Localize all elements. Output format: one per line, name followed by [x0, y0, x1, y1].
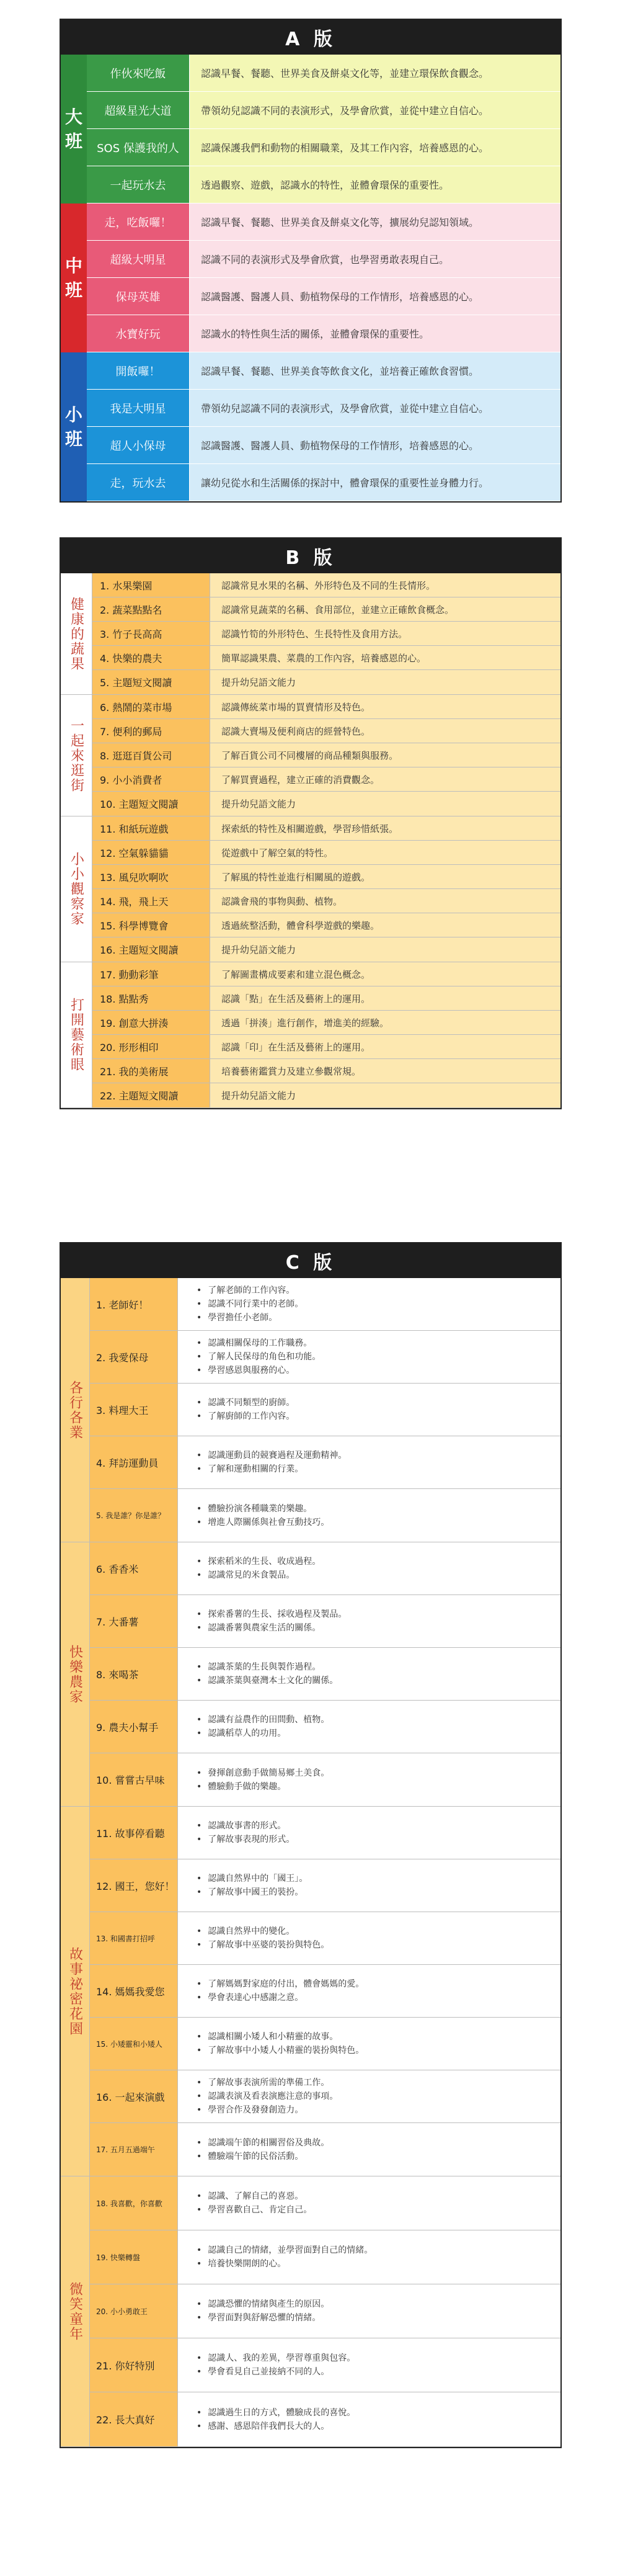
unit-label-text: 快樂農家	[67, 1644, 83, 1704]
bullet-item: • 了解老師的工作內容。	[197, 1284, 294, 1297]
bullet-item: • 認識茶葉與臺灣本土文化的關係。	[197, 1674, 338, 1688]
lesson-name: 5. 我是誰？你是誰？	[90, 1489, 178, 1542]
lesson-name: 8. 逛逛百貨公司	[92, 743, 210, 767]
lesson-description: 認識傳統菜市場的買賣情形及特色。	[210, 695, 560, 718]
lesson-row	[90, 1648, 560, 1701]
bullet-item: • 認識人、我的差異，學習尊重與包容。	[197, 2351, 355, 2365]
table-a	[60, 19, 562, 503]
lesson-name: 14. 媽媽我愛您	[90, 1965, 178, 2017]
bullet-item: • 學習喜歡自己、肯定自己。	[197, 2203, 312, 2217]
lesson-name: 16. 一起來演戲	[90, 2070, 178, 2122]
unit-label	[61, 962, 92, 1107]
class-label-char: 大	[64, 106, 82, 127]
lesson-description: 簡單認識果農、菜農的工作內容，培養感恩的心。	[210, 646, 560, 669]
lesson-name: 1. 水果樂園	[92, 573, 210, 597]
bullet-item: • 體驗端午節的民俗活動。	[197, 2150, 303, 2163]
theme-description: 認識早餐、餐聽、世界美食等飲食文化，並培養正確飲食習慣。	[190, 352, 560, 389]
theme-row	[87, 464, 560, 501]
lesson-bullets	[178, 1965, 560, 2017]
theme-name: 我是大明星	[87, 390, 190, 426]
class-label-char: 班	[64, 131, 82, 151]
theme-name: 作伙來吃飯	[87, 55, 190, 91]
lesson-row	[92, 841, 560, 865]
lesson-name: 9. 農夫小幫手	[90, 1701, 178, 1753]
class-label	[61, 55, 87, 203]
bullet-item: • 了解和運動相關的行業。	[197, 1462, 303, 1476]
table-c	[60, 1242, 562, 2448]
theme-name: 超人小保母	[87, 427, 190, 463]
lesson-description: 提升幼兒語文能力	[210, 670, 560, 694]
lesson-row	[90, 1595, 560, 1648]
lesson-description: 了解圖畫構成要素和建立混色概念。	[210, 962, 560, 986]
lesson-row	[92, 962, 560, 986]
theme-name: 開飯囉！	[87, 352, 190, 389]
bullet-item: • 認識自己的情緒，並學習面對自己的情緒。	[197, 2243, 373, 2257]
bullet-item: • 認識表演及看表演應注意的事項。	[197, 2090, 338, 2103]
unit-label-text: 小小觀察家	[68, 852, 84, 926]
lesson-name: 6. 熱鬧的菜市場	[92, 695, 210, 718]
lesson-row	[92, 573, 560, 597]
lesson-bullets	[178, 2284, 560, 2338]
theme-name: 超級大明星	[87, 241, 190, 277]
unit-label	[61, 2176, 90, 2446]
lesson-row	[90, 1489, 560, 1542]
theme-description: 認識保護我們和動物的相關職業，及其工作內容，培養感恩的心。	[190, 129, 560, 166]
lesson-bullets	[178, 1436, 560, 1488]
lesson-bullets	[178, 1701, 560, 1753]
bullet-item: • 學會看見自己並接納不同的人。	[197, 2365, 329, 2379]
lesson-row	[90, 2338, 560, 2392]
lesson-name: 5. 主題短文閱讀	[92, 670, 210, 694]
theme-name: SOS 保護我的人	[87, 129, 190, 166]
unit-group	[61, 962, 560, 1108]
theme-row	[87, 55, 560, 92]
theme-description: 帶領幼兒認識不同的表演形式，及學會欣賞，並從中建立自信心。	[190, 92, 560, 128]
lesson-row	[90, 1753, 560, 1806]
lesson-row	[92, 1035, 560, 1059]
bullet-item: • 探索稻米的生長、收成過程。	[197, 1555, 321, 1568]
bullet-item: • 體驗扮演各種職業的樂趣。	[197, 1502, 312, 1516]
lesson-name: 11. 故事停看聽	[90, 1807, 178, 1859]
lesson-name: 21. 你好特別	[90, 2338, 178, 2392]
bullet-item: • 了解人民保母的角色和功能。	[197, 1350, 321, 1364]
lesson-name: 7. 便利的郵局	[92, 719, 210, 743]
lesson-bullets	[178, 1807, 560, 1859]
lesson-description: 透過「拼湊」進行創作，增進美的經驗。	[210, 1011, 560, 1034]
lesson-row	[92, 865, 560, 889]
table-b-title: B 版	[61, 539, 560, 573]
bullet-item: • 了解廚師的工作內容。	[197, 1410, 294, 1423]
lesson-bullets	[178, 1912, 560, 1964]
lesson-row	[90, 1542, 560, 1595]
lesson-name: 12. 國王，您好！	[90, 1859, 178, 1912]
lesson-name: 21. 我的美術展	[92, 1059, 210, 1083]
lesson-name: 3. 料理大王	[90, 1384, 178, 1436]
bullet-item: • 學習面對與舒解恐懼的情緒。	[197, 2311, 321, 2325]
bullet-item: • 認識不同行業中的老師。	[197, 1297, 303, 1311]
bullet-item: • 了解故事中國王的裝扮。	[197, 1885, 303, 1899]
lesson-description: 從遊戲中了解空氣的特性。	[210, 841, 560, 864]
lesson-name: 22. 長大真好	[90, 2392, 178, 2446]
theme-row	[87, 278, 560, 315]
lesson-name: 17. 動動彩筆	[92, 962, 210, 986]
lesson-row	[90, 2018, 560, 2070]
lesson-name: 13. 風兒吹啊吹	[92, 865, 210, 888]
theme-name: 超級星光大道	[87, 92, 190, 128]
lesson-bullets	[178, 1384, 560, 1436]
bullet-item: • 了解故事表現的形式。	[197, 1833, 294, 1846]
theme-row	[87, 352, 560, 390]
bullet-item: • 認識番薯與農家生活的關係。	[197, 1621, 321, 1635]
theme-row	[87, 390, 560, 427]
lesson-bullets	[178, 2338, 560, 2392]
lesson-row	[92, 913, 560, 937]
lesson-description: 了解買賣過程，建立正確的消費觀念。	[210, 767, 560, 791]
lesson-row	[90, 1384, 560, 1436]
unit-label	[61, 1542, 90, 1806]
bullet-item: • 了解媽媽對家庭的付出，體會媽媽的愛。	[197, 1977, 364, 1991]
lesson-row	[90, 2230, 560, 2284]
lesson-name: 20. 形形相印	[92, 1035, 210, 1058]
lesson-row	[92, 646, 560, 670]
lesson-bullets	[178, 2018, 560, 2070]
lesson-name: 4. 拜訪運動員	[90, 1436, 178, 1488]
bullet-item: • 了解故事中巫婆的裝扮與特色。	[197, 1938, 329, 1952]
unit-group	[61, 1542, 560, 1807]
lesson-row	[92, 670, 560, 694]
unit-group	[61, 816, 560, 962]
lesson-description: 了解風的特性並進行相關風的遊戲。	[210, 865, 560, 888]
bullet-item: • 了解故事表演所需的準備工作。	[197, 2076, 329, 2090]
bullet-item: • 探索番薯的生長、採收過程及製品。	[197, 1608, 347, 1621]
unit-label	[61, 816, 92, 962]
class-items	[87, 55, 560, 203]
table-b	[60, 537, 562, 1109]
lesson-row	[92, 1083, 560, 1107]
bullet-item: • 發揮創意動手做簡易鄉土美食。	[197, 1766, 329, 1780]
unit-label	[61, 1807, 90, 2176]
lesson-bullets	[178, 1859, 560, 1912]
lesson-description: 提升幼兒語文能力	[210, 937, 560, 962]
unit-items	[92, 816, 560, 962]
unit-label-text: 微笑童年	[67, 2281, 83, 2341]
lesson-name: 3. 竹子長高高	[92, 622, 210, 645]
lesson-name: 10. 嘗嘗古早味	[90, 1753, 178, 1806]
bullet-item: • 認識、了解自己的喜惡。	[197, 2189, 303, 2203]
theme-description: 認識水的特性與生活的關係，並體會環保的重要性。	[190, 315, 560, 352]
unit-label	[61, 1278, 90, 1542]
lesson-description: 透過統整活動，體會科學遊戲的樂趣。	[210, 913, 560, 937]
bullet-item: • 認識自然界中的「國王」。	[197, 1872, 308, 1885]
theme-description: 認識早餐、餐聽、世界美食及餅桌文化等，並建立環保飲食觀念。	[190, 55, 560, 91]
lesson-name: 12. 空氣躲貓貓	[92, 841, 210, 864]
lesson-name: 19. 快樂轉盤	[90, 2230, 178, 2284]
lesson-name: 1. 老師好！	[90, 1278, 178, 1330]
class-items	[87, 352, 560, 501]
bullet-item: • 認識不同類型的廚師。	[197, 1396, 294, 1410]
unit-label	[61, 695, 92, 816]
lesson-row	[92, 743, 560, 767]
lesson-description: 探索紙的特性及相關遊戲，學習珍惜紙張。	[210, 816, 560, 840]
bullet-item: • 學會表達心中感謝之意。	[197, 1991, 303, 2005]
lesson-bullets	[178, 2070, 560, 2122]
lesson-bullets	[178, 2123, 560, 2176]
lesson-row	[92, 767, 560, 792]
unit-group	[61, 1278, 560, 1542]
unit-items	[90, 1278, 560, 1542]
lesson-row	[92, 816, 560, 841]
lesson-bullets	[178, 1278, 560, 1330]
lesson-name: 15. 科學博覽會	[92, 913, 210, 937]
bullet-item: • 學習擔任小老師。	[197, 1311, 277, 1325]
lesson-name: 2. 我愛保母	[90, 1331, 178, 1383]
lesson-row	[90, 1807, 560, 1859]
bullet-item: • 認識有益農作的田間動、植物。	[197, 1713, 329, 1727]
lesson-name: 17. 五月五過端午	[90, 2123, 178, 2176]
lesson-row	[92, 986, 560, 1011]
lesson-description: 認識竹筍的外形特色、生長特性及食用方法。	[210, 622, 560, 645]
bullet-item: • 學習感恩與服務的心。	[197, 1364, 294, 1377]
class-label-char: 小	[64, 404, 82, 425]
bullet-item: • 認識端午節的相關習俗及典故。	[197, 2136, 329, 2150]
unit-items	[92, 695, 560, 816]
class-group	[61, 55, 560, 203]
lesson-row	[90, 1701, 560, 1753]
lesson-name: 14. 飛，飛上天	[92, 889, 210, 913]
unit-label-text: 一起來逛街	[68, 718, 84, 793]
unit-label-text: 打開藝術眼	[68, 998, 84, 1072]
lesson-name: 9. 小小消費者	[92, 767, 210, 791]
bullet-item: • 了解故事中小矮人小精靈的裝扮與特色。	[197, 2044, 364, 2057]
lesson-bullets	[178, 1542, 560, 1594]
theme-description: 透過觀察、遊戲，認識水的特性，並體會環保的重要性。	[190, 166, 560, 203]
lesson-description: 提升幼兒語文能力	[210, 1083, 560, 1107]
theme-name: 水寶好玩	[87, 315, 190, 352]
bullet-item: • 增進人際關係與社會互動技巧。	[197, 1516, 329, 1529]
lesson-row	[90, 2123, 560, 2176]
lesson-description: 認識常見蔬菜的名稱、食用部位，並建立正確飲食概念。	[210, 597, 560, 621]
unit-label-text: 故事祕密花園	[67, 1946, 83, 2036]
lesson-row	[90, 1859, 560, 1912]
lesson-name: 2. 蔬菜點點名	[92, 597, 210, 621]
bullet-item: • 認識運動員的競賽過程及運動精神。	[197, 1449, 347, 1462]
lesson-name: 13. 和國書打招呼	[90, 1912, 178, 1964]
class-label	[61, 203, 87, 352]
lesson-row	[92, 695, 560, 719]
lesson-description: 認識「點」在生活及藝術上的運用。	[210, 986, 560, 1010]
class-label	[61, 352, 87, 501]
bullet-item: • 培養快樂開朗的心。	[197, 2257, 286, 2271]
unit-label-text: 各行各業	[67, 1380, 83, 1440]
lesson-name: 20. 小小勇敢王	[90, 2284, 178, 2338]
lesson-name: 6. 香香米	[90, 1542, 178, 1594]
lesson-name: 4. 快樂的農夫	[92, 646, 210, 669]
lesson-row	[92, 937, 560, 962]
lesson-row	[92, 597, 560, 622]
class-group	[61, 203, 560, 352]
theme-row	[87, 315, 560, 352]
class-label-char: 班	[64, 280, 82, 300]
lesson-row	[90, 2070, 560, 2123]
bullet-item: • 認識稻草人的功用。	[197, 1727, 286, 1740]
lesson-name: 7. 大番薯	[90, 1595, 178, 1647]
lesson-row	[92, 792, 560, 816]
lesson-row	[90, 1912, 560, 1965]
theme-description: 認識醫護、醫護人員、動植物保母的工作情形，培養感恩的心。	[190, 427, 560, 463]
lesson-bullets	[178, 2176, 560, 2230]
theme-row	[87, 129, 560, 166]
lesson-name: 8. 來喝茶	[90, 1648, 178, 1700]
lesson-row	[90, 1331, 560, 1384]
lesson-name: 22. 主題短文閱讀	[92, 1083, 210, 1107]
lesson-name: 15. 小矮靈和小矮人	[90, 2018, 178, 2070]
table-a-title: A 版	[61, 20, 560, 55]
theme-row	[87, 203, 560, 241]
lesson-row	[90, 1965, 560, 2018]
lesson-row	[92, 889, 560, 913]
theme-description: 帶領幼兒認識不同的表演形式，及學會欣賞，並從中建立自信心。	[190, 390, 560, 426]
unit-label-text: 健康的蔬果	[68, 596, 84, 671]
lesson-description: 提升幼兒語文能力	[210, 792, 560, 816]
lesson-name: 10. 主題短文閱讀	[92, 792, 210, 816]
lesson-row	[90, 1278, 560, 1331]
theme-description: 認識醫護、醫護人員、動植物保母的工作情形，培養感恩的心。	[190, 278, 560, 315]
lesson-row	[92, 719, 560, 743]
bullet-item: • 認識相關小矮人和小精靈的故事。	[197, 2030, 338, 2044]
unit-label	[61, 573, 92, 694]
theme-description: 讓幼兒從水和生活關係的探討中，體會環保的重要性並身體力行。	[190, 464, 560, 501]
theme-name: 走，吃飯囉！	[87, 203, 190, 240]
unit-items	[90, 2176, 560, 2446]
table-c-title: C 版	[61, 1243, 560, 1278]
class-items	[87, 203, 560, 352]
lesson-bullets	[178, 1595, 560, 1647]
lesson-bullets	[178, 2230, 560, 2284]
theme-name: 一起玩水去	[87, 166, 190, 203]
unit-group	[61, 2176, 560, 2447]
bullet-item: • 學習合作及發發創造力。	[197, 2103, 303, 2117]
lesson-description: 認識會飛的事物與動、植物。	[210, 889, 560, 913]
bullet-item: • 認識恐懼的情緒與產生的原因。	[197, 2297, 329, 2311]
class-label-char: 中	[64, 255, 82, 276]
bullet-item: • 認識自然界中的變化。	[197, 1925, 294, 1938]
theme-description: 認識早餐、餐聽、世界美食及餅桌文化等，擴展幼兒認知領域。	[190, 203, 560, 240]
lesson-row	[90, 2284, 560, 2338]
lesson-name: 16. 主題短文閱讀	[92, 937, 210, 962]
lesson-bullets	[178, 1648, 560, 1700]
lesson-row	[92, 1059, 560, 1083]
bullet-item: • 認識故事書的形式。	[197, 1819, 286, 1833]
bullet-item: • 認識常見的米食製品。	[197, 1568, 294, 1582]
theme-name: 保母英雄	[87, 278, 190, 315]
bullet-item: • 認識相關保母的工作職務。	[197, 1336, 312, 1350]
lesson-row	[90, 1436, 560, 1489]
unit-group	[61, 695, 560, 816]
lesson-bullets	[178, 1331, 560, 1383]
lesson-row	[90, 2176, 560, 2230]
lesson-bullets	[178, 2392, 560, 2446]
bullet-item: • 認識過生日的方式，體驗成長的喜悅。	[197, 2406, 355, 2420]
lesson-row	[90, 2392, 560, 2446]
lesson-row	[92, 622, 560, 646]
lesson-description: 認識常見水果的名稱、外形特色及不同的生長情形。	[210, 573, 560, 597]
lesson-name: 11. 和紙玩遊戲	[92, 816, 210, 840]
class-label-char: 班	[64, 429, 82, 449]
lesson-name: 19. 創意大拼湊	[92, 1011, 210, 1034]
bullet-item: • 體驗動手做的樂趣。	[197, 1780, 286, 1794]
theme-row	[87, 427, 560, 464]
unit-items	[90, 1807, 560, 2176]
lesson-name: 18. 點點秀	[92, 986, 210, 1010]
bullet-item: • 認識茶葉的生長與製作過程。	[197, 1660, 321, 1674]
lesson-description: 培養藝術鑑賞力及建立參觀常規。	[210, 1059, 560, 1083]
theme-name: 走，玩水去	[87, 464, 190, 501]
unit-group	[61, 573, 560, 695]
unit-group	[61, 1807, 560, 2176]
bullet-item: • 感謝、感恩陪伴我們長大的人。	[197, 2420, 329, 2433]
theme-row	[87, 92, 560, 129]
lesson-description: 了解百貨公司不同樓層的商品種類與服務。	[210, 743, 560, 767]
lesson-description: 認識大賣場及便利商店的經營特色。	[210, 719, 560, 743]
class-group	[61, 352, 560, 501]
unit-items	[90, 1542, 560, 1806]
lesson-name: 18. 我喜歡，你喜歡	[90, 2176, 178, 2230]
lesson-bullets	[178, 1489, 560, 1542]
theme-row	[87, 241, 560, 278]
theme-description: 認識不同的表演形式及學會欣賞，也學習勇敢表現自己。	[190, 241, 560, 277]
unit-items	[92, 962, 560, 1107]
lesson-bullets	[178, 1753, 560, 1806]
lesson-row	[92, 1011, 560, 1035]
lesson-description: 認識「印」在生活及藝術上的運用。	[210, 1035, 560, 1058]
unit-items	[92, 573, 560, 694]
theme-row	[87, 166, 560, 203]
